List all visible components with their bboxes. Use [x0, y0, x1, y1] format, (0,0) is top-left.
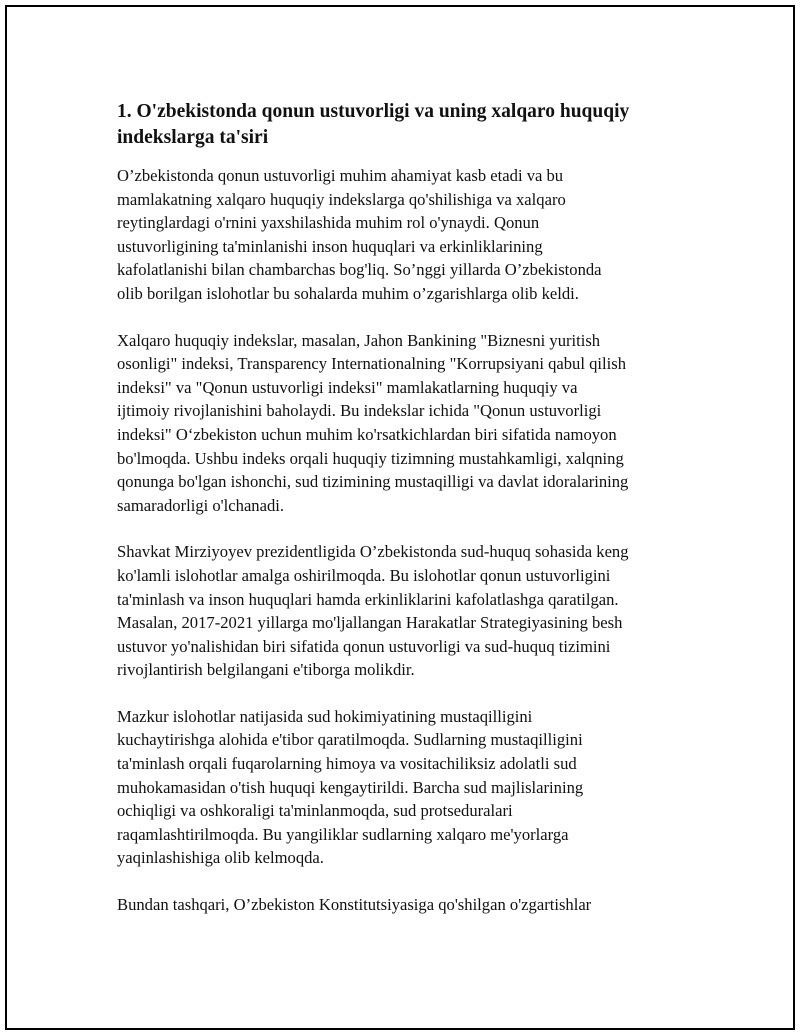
text-line: Shavkat Mirziyoyev prezidentligida O’zbekistonda sud-huquq sohasida keng	[117, 542, 629, 562]
text-line: Mazkur islohotlar natijasida sud hokimiyatining mustaqilligini	[117, 706, 533, 726]
text-line: raqamlashtirilmoqda. Bu yangiliklar sudlarning xalqaro me'yorlarga	[117, 824, 569, 844]
paragraph-1	[117, 164, 697, 306]
text-line: yaqinlashishiga olib kelmoqda.	[117, 848, 324, 868]
text-line: ochiqligi va oshkoraligi ta'minlanmoqda, sud protseduralari	[117, 801, 513, 821]
text-line: kuchaytirishga alohida e'tibor qaratilmoqda. Sudlarning mustaqilligini	[117, 730, 583, 750]
text-line: olib borilgan islohotlar bu sohalarda muhim o’zgarishlarga olib keldi.	[117, 283, 579, 303]
heading-line: 1. O'zbekistonda qonun ustuvorligi va uning xalqaro huquqiy	[117, 101, 630, 122]
text-line: samaradorligi o'lchanadi.	[117, 495, 285, 515]
text-line: qonunga bo'lgan ishonchi, sud tizimining mustaqilligi va davlat idoralarining	[117, 472, 629, 492]
section-heading	[117, 99, 697, 151]
text-line: rivojlantirish belgilangani e'tiborga molikdir.	[117, 660, 415, 680]
paragraph-5	[117, 893, 697, 917]
text-line: bo'lmoqda. Ushbu indeks orqali huquqiy tizimning mustahkamligi, xalqning	[117, 448, 624, 468]
text-line: ustuvorligining ta'minlanishi inson huquqlari va erkinliklarining	[117, 236, 543, 256]
text-line: reytinglardagi o'rnini yaxshilashida muhim rol o'ynaydi. Qonun	[117, 213, 540, 233]
text-line: ta'minlash orqali fuqarolarning himoya va vositachiliksiz adolatli sud	[117, 754, 577, 774]
text-line: Masalan, 2017-2021 yillarga mo'ljallangan Harakatlar Strategiyasining besh	[117, 613, 623, 633]
text-line: ta'minlash va inson huquqlari hamda erkinliklarini kafolatlashga qaratilgan.	[117, 589, 619, 609]
text-line: muhokamasidan o'tish huquqi kengaytirildi. Barcha sud majlislarining	[117, 777, 584, 797]
text-line: Bundan tashqari, O’zbekiston Konstitutsiyasiga qo'shilgan o'zgartishlar	[117, 895, 592, 915]
page-frame	[5, 5, 795, 1030]
text-line: osonligi" indeksi, Transparency Internationalning "Korrupsiyani qabul qilish	[117, 354, 626, 374]
document-content	[117, 99, 697, 940]
text-line: kafolatlanishi bilan chambarchas bog'liq. So’nggi yillarda O’zbekistonda	[117, 260, 602, 280]
text-line: O’zbekistonda qonun ustuvorligi muhim ahamiyat kasb etadi va bu	[117, 166, 564, 185]
text-line: ustuvor yo'nalishidan biri sifatida qonun ustuvorligi va sud-huquq tizimini	[117, 636, 611, 656]
text-line: mamlakatning xalqaro huquqiy indekslarga qo'shilishiga va xalqaro	[117, 189, 566, 209]
text-line: Xalqaro huquqiy indekslar, masalan, Jahon Bankining "Biznesni yuritish	[117, 330, 601, 350]
paragraph-2	[117, 329, 697, 518]
heading-line: indekslarga ta'siri	[117, 127, 269, 148]
paragraph-3	[117, 540, 697, 682]
text-line: indeksi" O‘zbekiston uchun muhim ko'rsatkichlardan biri sifatida namoyon	[117, 424, 617, 444]
text-line: ijtimoiy rivojlanishini baholaydi. Bu indekslar ichida "Qonun ustuvorligi	[117, 401, 602, 421]
text-line: indeksi" va "Qonun ustuvorligi indeksi" mamlakatlarning huquqiy va	[117, 377, 578, 397]
text-line: ko'lamli islohotlar amalga oshirilmoqda. Bu islohotlar qonun ustuvorligini	[117, 565, 611, 585]
paragraph-4	[117, 705, 697, 870]
